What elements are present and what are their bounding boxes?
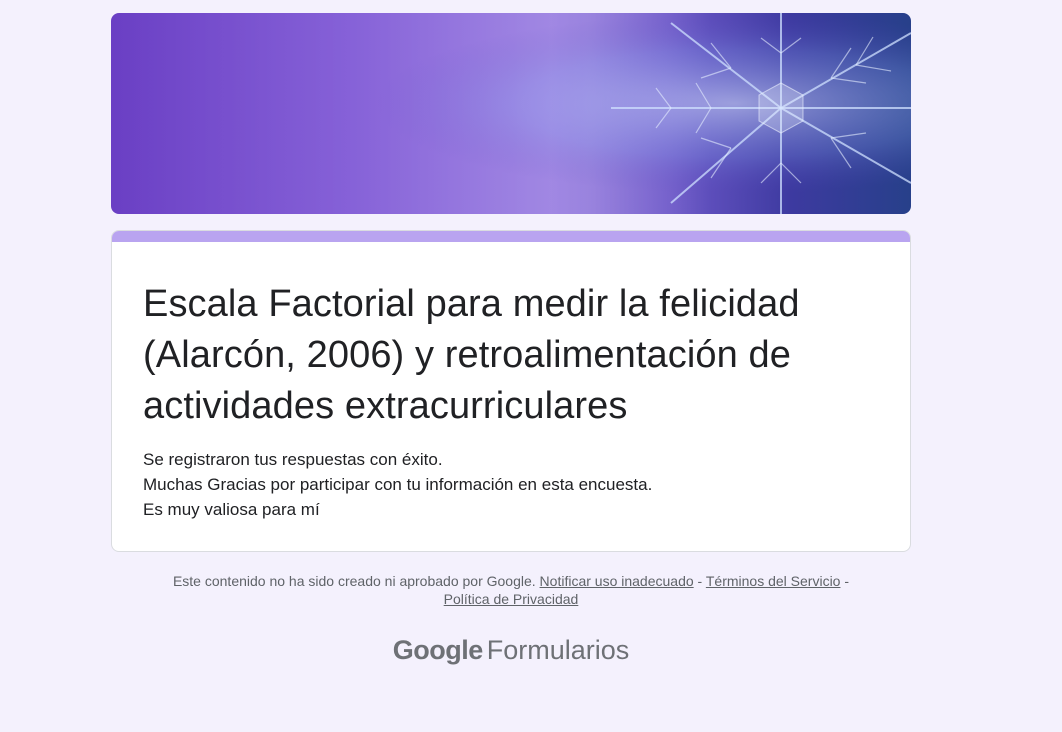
product-name: Formularios [486,635,630,665]
terms-link[interactable]: Términos del Servicio [705,573,841,589]
footer-disclaimer [111,572,911,608]
confirmation-line: Se registraron tus respuestas con éxito. [143,450,443,469]
confirmation-message [143,447,883,522]
separator: - [844,573,850,589]
confirmation-line: Muchas Gracias por participar con tu información en esta encuesta. [143,475,653,494]
form-title: Escala Factorial para medir la felicidad (Alarcón, 2006) y retroalimentación de actividades extracurriculares [143,283,800,427]
google-wordmark: Google [392,635,483,665]
confirmation-card [111,230,911,552]
separator: - [697,573,703,589]
privacy-link[interactable]: Política de Privacidad [443,591,579,607]
google-forms-logo[interactable] [111,632,911,668]
report-abuse-link[interactable]: Notificar uso inadecuado [539,573,694,589]
header-image [111,13,911,214]
confirmation-line: Es muy valiosa para mí [143,500,320,519]
snowflake-image [111,13,911,214]
card-accent-bar [112,231,910,242]
disclaimer-text: Este contenido no ha sido creado ni aprobado por Google. [172,573,536,589]
